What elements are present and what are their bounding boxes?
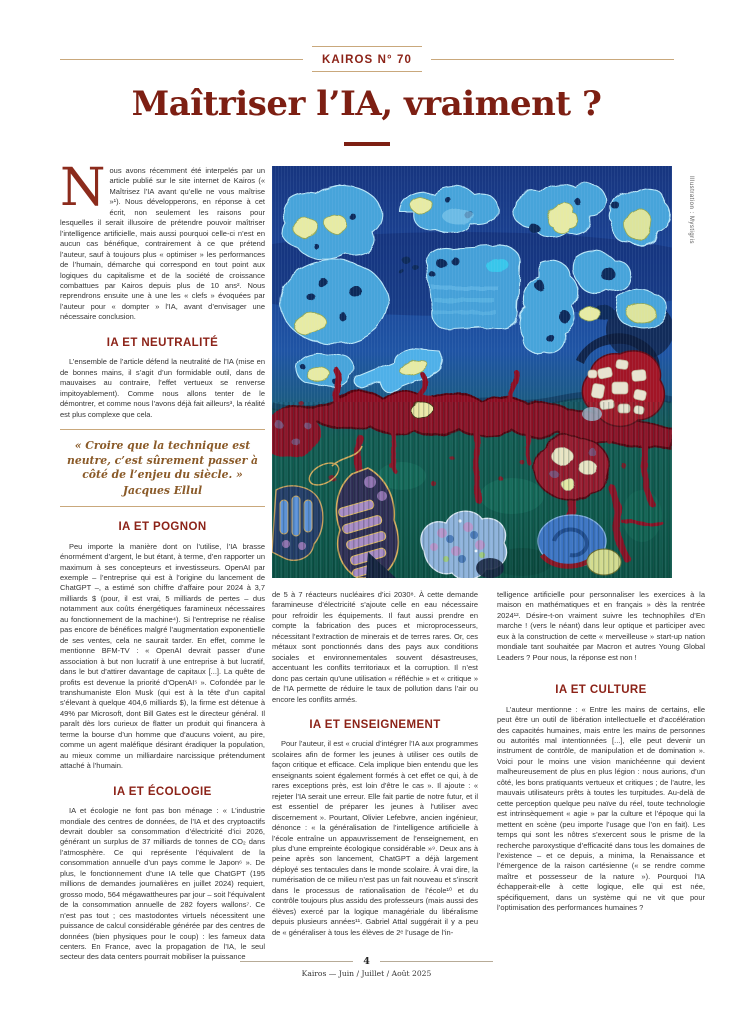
masthead bbox=[60, 46, 674, 72]
paragraph-neutralite: L’ensemble de l’article défend la neutralité de l’IA (mise en de bonnes mains, il s’agit d’un formidable outil, dans de mauvaises au contraire, l’effet vertueux se renverse impitoyablement). Comme nous allons tenter de le démontrer, et comme nous l’avons déjà fait ailleurs³, la réalité est plus complexe que cela. bbox=[60, 357, 265, 419]
footer-left-rule bbox=[240, 961, 353, 962]
paragraph-culture: L’auteur mentionne : « Entre les mains de certains, elle peut être un outil de libération intellectuelle et d’accélération des capacités humaines, mais entre les mains de personnes ou autorités mal intentionnées [...], elle peut devenir un instrument de contrôle, de manipulation et de domination ». Voici pour le moins une vision manichéenne qui devient malheureusement de plus en plus légion : nous aurions, d’un côté, les bons pratiquants vertueux et critiques ; de l’autre, les mauvais utilisateurs prêts à toutes les turpitudes. Au-delà de cette perception quelque peu naïve du réel, toute technologie est intrinsèquement « agie » par la culture et l’époque qui la mettent en scène (peu importe l’usage que l’on en fait). Les temps qui sont les nôtres s’exercent sous le prisme de la recherche paroxystique d’efficacité dans tous les domaines de l’existence – et ce depuis, a minima, la Renaissance et l’émergence de la raison cartésienne (« se rendre comme maître et possesseur de la nature »). Pourquoi l’IA échapperait-elle à cette logique, elle qui est née, spécifiquement, dans un système qui ne vit que pour l’optimisation des performances humaines ? bbox=[497, 704, 705, 913]
intro-paragraph bbox=[60, 158, 265, 323]
column-middle bbox=[272, 590, 478, 938]
footer-issue-line: Kairos — Juin / Juillet / Août 2025 bbox=[301, 969, 432, 978]
footer-right-rule bbox=[380, 961, 493, 962]
title-underline bbox=[344, 142, 390, 146]
masthead-label: KAIROS N° 70 bbox=[322, 54, 413, 66]
pull-quote-text: « Croire que la technique est neutre, c’est sûrement passer à côté de l’enjeu du siècle. » bbox=[66, 438, 259, 482]
page-title: Maîtriser l’IA, vraiment ? bbox=[131, 84, 602, 124]
paragraph-pognon: Peu importe la manière dont on l’utilise, l’IA brasse énormément d’argent, le but étant, à terme, d’en rapporter un maximum à ses concepteurs et investisseurs. OpenAI par exemple – l’entreprise qui est à l’origine du lancement de ChatGPT –, a estimé son chiffre d’affaire pour 2024 à 3,7 milliards $ (pour, il est vrai, 5 milliards de pertes – dus notamment aux coûts énergétiques faramineux nécessaires au fonctionnement de la machine⁴). Si l’entreprise ne réalise pas encore de bénéfices malgré l’augmentation exponentielle de ses ventes, cela ne saurait tarder. En effet, comme le mentionne BFM-TV : « OpenAI devrait passer d’une association à but non lucratif à une entreprise à but lucratif, dans le but d’attirer davantage de capitaux [...]. La quête de profits est devenue la priorité d’OpenAI⁵ ». Cofondée par le transhumaniste Elon Musk (qui est à la tête d’un capital s’élevant à quelque 404,6 milliards $), la firme est détenue à 49% par Microsoft, dont Bill Gates est le directeur général. Il paraît dès lors curieux de flatter un produit qui financera à terme la bourse d’un homme que d’aucuns voient, au pire, comme un agent maléfique désirant éradiquer la population, au mieux comme un milliardaire narcissique prétendument attaché à l’humain. bbox=[60, 541, 265, 771]
section-heading-enseignement: IA ET ENSEIGNEMENT bbox=[309, 718, 441, 731]
section-heading-culture: IA ET CULTURE bbox=[555, 684, 647, 697]
section-heading-neutralite: IA ET NEUTRALITÉ bbox=[106, 336, 219, 349]
masthead-right-rule bbox=[431, 59, 674, 60]
masthead-left-rule bbox=[60, 59, 303, 60]
column-left bbox=[60, 158, 265, 963]
paragraph-ecologie: IA et écologie ne font pas bon ménage : « L’industrie mondiale des centres de données, de l’IA et des cryptoactifs devrait doubler sa consommation d’électricité d’ici 2026, générant un surplus de 37 milliards de tonnes de CO₂ dans l’atmosphère. Ce qui représente l’équivalent de la consommation annuelle d’un pays comme le Japon⁶ ». De plus, le fonctionnement d’une IA telle que ChatGPT (195 millions de demandes journalières en juillet 2024) requiert, grosso modo, 564 mégawattheures par jour – soit l’équivalent de la consommation annuelle de 282 foyers wallons⁷. Ce n’est pas tout ; ces mastodontes virtuels nécessitent une puissance de calcul considérable générée par des centres de données (bien physiques pour le coup) : les fameux data centers. En France, avec la propagation de l’IA, le seul secteur des data centers pourrait mobiliser la puissance bbox=[60, 806, 265, 962]
intro-text: ous avons récemment été interpelés par un article publié sur le site internet de Kairos (« Maîtrisez l’IA avant qu’elle ne vous maîtrise »¹). Nous développerons, en réponse à cet écrit, non seulement les raisons pour lesquelles il serait illusoire de prétendre pouvoir maîtriser l’intelligence artificielle, mais aussi pourquoi celle-ci n’est en aucun cas bénéfique, contrairement à ce que prétend l’auteur, sauf à toujours plus « optimiser » les performances de l’humain, démarche qui correspond en tout point aux logiques du capitalisme et de la société de croissance combattues par Kairos depuis plus de 10 ans². Nous reprendrons ensuite une à une les « clefs » évoquées par l’auteur pour « dompter » l’IA, avant d’envisager une nécessaire conclusion. bbox=[60, 166, 265, 322]
paragraph-enseignement: Pour l’auteur, il est « crucial d’intégrer l’IA aux programmes scolaires afin de former les jeunes à utiliser ces outils de façon critique et efficace. Cela implique bien entendu que les enseignants soient également formés à cet effet ce qui, à de rares exceptions près, est loin d’être le cas ». Il ajoute : « rejeter l’IA serait une erreur. Elle fait partie de notre futur, et il est essentiel de préparer les jeunes à l’utiliser avec discernement ». Pourtant, Olivier Lefebvre, ancien ingénieur, dénonce : « la généralisation de l’intelligence artificielle à l’école entraîne un appauvrissement de l’enseignement, en plus d’une empreinte écologique considérable »⁹. Deux ans à peine après son lancement, ChatGPT a déjà largement déployé ses tentacules dans le monde scolaire. À vrai dire, la numérisation de ce milieu n’est pas un fait nouveau et s’inscrit dans le processus de rationalisation de l’école¹⁰ et du contrôle toujours plus assidu des professeurs (mais aussi des élèves) exercé par la logique managériale du libéralisme depuis plusieurs années¹¹. Gabriel Attal suggérait il y a peu de « généraliser à tous les élèves de 2ᵉ l’usage de l’in- bbox=[272, 739, 478, 937]
section-heading-ecologie: IA ET ÉCOLOGIE bbox=[113, 785, 212, 798]
section-heading-pognon: IA ET POGNON bbox=[118, 521, 207, 534]
abstract-illustration-canvas bbox=[272, 166, 672, 578]
column-right bbox=[497, 590, 705, 914]
masthead-box bbox=[312, 46, 422, 72]
pull-quote bbox=[60, 429, 265, 507]
pull-quote-author: Jacques Ellul bbox=[122, 483, 203, 497]
drop-cap: N bbox=[60, 158, 106, 218]
abstract-illustration bbox=[272, 166, 672, 578]
page-number: 4 bbox=[363, 956, 370, 967]
paragraph-reacteurs: de 5 à 7 réacteurs nucléaires d’ici 2030⁸. À cette demande faramineuse d’électricité s’ajoute celle en eau nécessaire pour refroidir les équipements. Il faut aussi prendre en compte la fabrication des puces et microprocesseurs, nécessitant l’extraction de minerais et de terres rares. Or, ces métaux sont ponctionnés dans des pays aux conditions sociales et environnementales souvent désastreuses, accentuant les conflits territoriaux et la corruption. Il n’est donc pas certain qu’une utilisation « réfléchie » et « critique » de l’IA permette de réduire le taux de pollution dans l’air ou encore les conflits armés. bbox=[272, 590, 478, 704]
footer-page-line bbox=[240, 956, 493, 967]
paragraph-rentree: telligence artificielle pour personnaliser les exercices à la maison en mathématiques et en français » dès la rentrée 2024¹². Désire-t-on vraiment suivre les technophiles d’En marche ! (vers le néant) dans leur optique et participer avec eux à la construction de cette « merveilleuse » start-up nation mondiale tant souhaitée par Macron et autres Young Global Leaders ? Pour nous, la réponse est non ! bbox=[497, 590, 705, 662]
illustration-credit: Illustration : Mystigris bbox=[688, 176, 694, 245]
